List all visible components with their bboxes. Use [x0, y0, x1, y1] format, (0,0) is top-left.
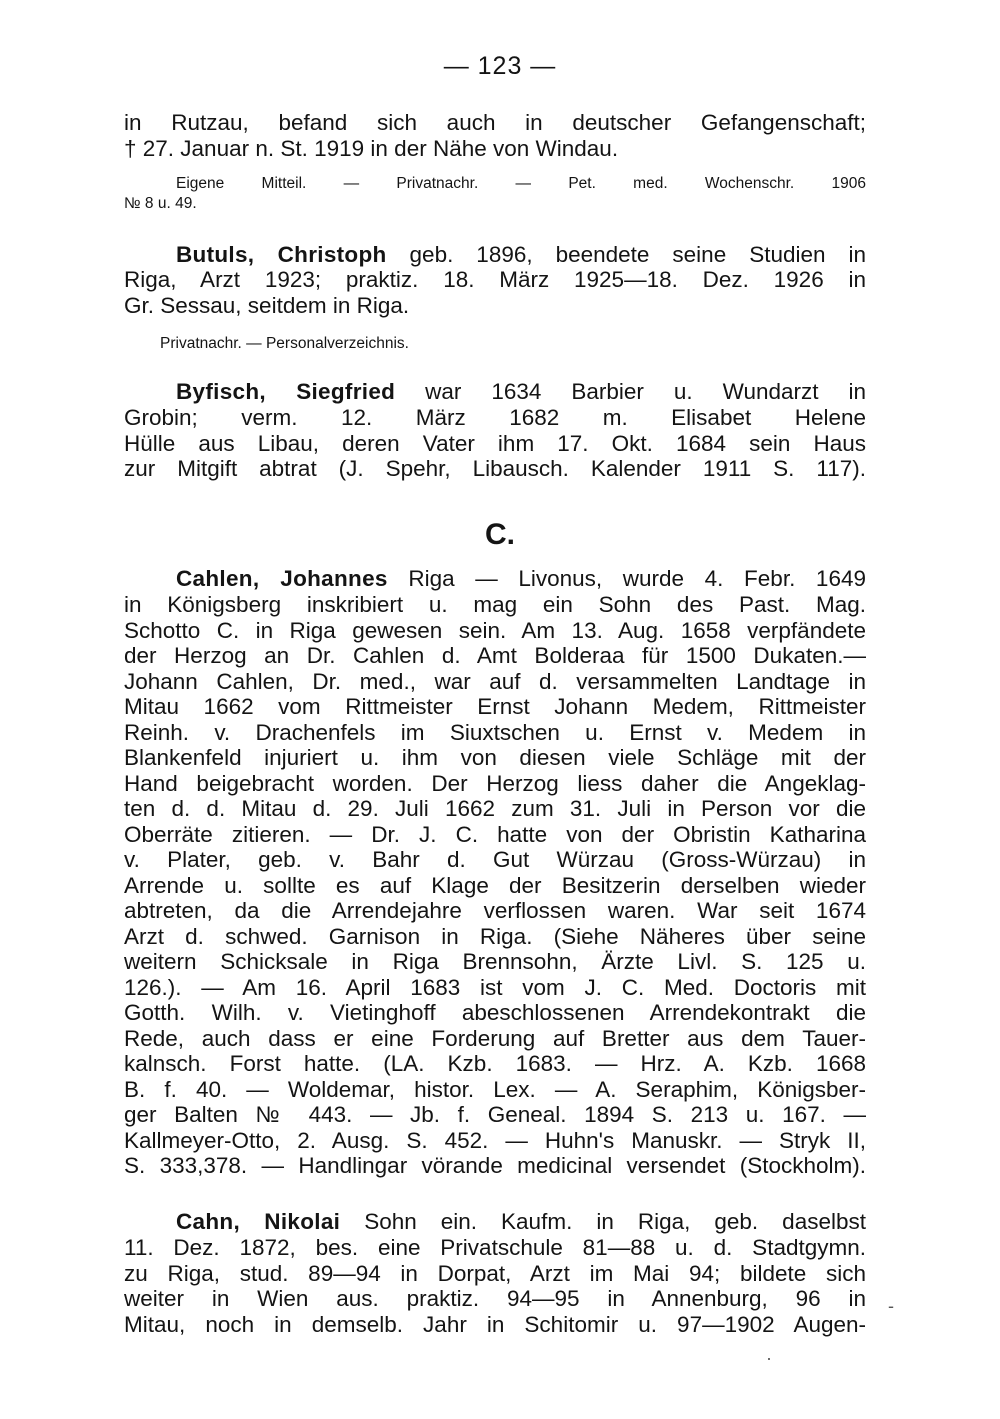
entry-byfisch: [124, 405, 866, 482]
text-line: Reinh. v. Drachenfels im Siuxtschen u. Ernst v. Medem in: [124, 719, 866, 745]
text-line: Arzt d. schwed. Garnison in Riga. (Siehe Näheres über seine: [124, 923, 866, 949]
section-heading: C.: [485, 518, 515, 551]
entry-cahn: [124, 1235, 866, 1337]
sources-continuation: [176, 174, 866, 194]
source-line: № 8 u. 49.: [124, 195, 197, 212]
text-line: Rede, auch dass er eine Forderung auf Bretter aus dem Tauer-: [124, 1025, 866, 1051]
entry-butuls-head: [176, 242, 866, 268]
text-line: Riga — Livonus, wurde 4. Febr. 1649: [387, 566, 866, 591]
text-line: Sohn ein. Kaufm. in Riga, geb. daselbst: [340, 1209, 866, 1234]
text-line: B. f. 40. — Woldemar, histor. Lex. — A. Seraphim, Königsber-: [124, 1076, 866, 1102]
text-line: weiter in Wien aus. praktiz. 94—95 in Annenburg, 96 in: [124, 1286, 866, 1311]
entry-continuation: [124, 110, 866, 161]
entry-name: Cahlen, Johannes: [176, 566, 388, 591]
text-line: Hülle aus Libau, deren Vater ihm 17. Okt. 1684 sein Haus: [124, 430, 866, 456]
text-line: Oberräte zitieren. — Dr. J. C. hatte von der Obristin Katharina: [124, 821, 866, 847]
scan-mark: ·: [766, 1348, 772, 1368]
text-line: weitern Schicksale in Riga Brennsohn, Ärzte Livl. S. 125 u.: [124, 949, 866, 974]
text-line: der Herzog an Dr. Cahlen d. Amt Bolderaa für 1500 Dukaten.—: [124, 643, 866, 668]
entry-name: Cahn, Nikolai: [176, 1209, 341, 1234]
text-line: Schotto C. in Riga gewesen sein. Am 13. Aug. 1658 verpfändete: [124, 617, 866, 643]
entry-byfisch-head: [176, 379, 866, 405]
entry-butuls: [124, 267, 866, 318]
text-line: ger Balten № 443. — Jb. f. Geneal. 1894 S. 213 u. 167. —: [124, 1102, 866, 1127]
scan-mark: -: [888, 1296, 894, 1316]
text-line: zur Mitgift abtrat (J. Spehr, Libausch. Kalender 1911 S. 117).: [124, 456, 866, 481]
entry-name: Byfisch, Siegfried: [176, 379, 396, 404]
text-line: Blankenfeld injuriert u. ihm von diesen viele Schläge mit der: [124, 745, 866, 770]
text-line: in Rutzau, befand sich auch in deutscher Gefangenschaft;: [124, 110, 866, 135]
text-line: geb. 1896, beendete seine Studien in: [386, 242, 866, 267]
text-line: Hand beigebracht worden. Der Herzog liess daher die Angeklag-: [124, 770, 866, 796]
text-line: kalnsch. Forst hatte. (LA. Kzb. 1683. — Hrz. A. Kzb. 1668: [124, 1051, 866, 1076]
text-line: zu Riga, stud. 89—94 in Dorpat, Arzt im Mai 94; bildete sich: [124, 1260, 866, 1286]
entry-cahlen-head: [176, 566, 866, 592]
entry-cahlen: [124, 592, 866, 1179]
text-line: in Königsberg inskribiert u. mag ein Sohn des Past. Mag.: [124, 592, 866, 617]
sources-butuls: [160, 334, 866, 354]
text-line: ten d. d. Mitau d. 29. Juli 1662 zum 31. Juli in Person vor die: [124, 796, 866, 821]
text-line: Riga, Arzt 1923; praktiz. 18. März 1925—18. Dez. 1926 in: [124, 267, 866, 292]
source-line: Privatnachr. — Personalverzeichnis.: [160, 335, 409, 352]
text-line: Mitau 1662 vom Rittmeister Ernst Johann Medem, Rittmeister: [124, 694, 866, 719]
text-line: Grobin; verm. 12. März 1682 m. Elisabet Helene: [124, 405, 866, 430]
text-line: Kallmeyer-Otto, 2. Ausg. S. 452. — Huhn's Manuskr. — Stryk II,: [124, 1127, 866, 1153]
text-line: Gr. Sessau, seitdem in Riga.: [124, 292, 410, 318]
text-line: 126.). — Am 16. April 1683 ist vom J. C. Med. Doctoris mit: [124, 974, 866, 1000]
text-line: 11. Dez. 1872, bes. eine Privatschule 81—88 u. d. Stadtgymn.: [124, 1235, 866, 1260]
text-line: Johann Cahlen, Dr. med., war auf d. versammelten Landtage in: [124, 668, 866, 694]
text-line: war 1634 Barbier u. Wundarzt in: [395, 379, 866, 404]
entry-cahn-head: [176, 1209, 866, 1235]
text-line: Gotth. Wilh. v. Vietinghoff abeschlossenen Arrendekontrakt die: [124, 1000, 866, 1025]
text-line: Mitau, noch in demselb. Jahr in Schitomir u. 97—1902 Augen-: [124, 1311, 866, 1337]
text-line: Arrende u. sollte es auf Klage der Besitzerin derselben wieder: [124, 872, 866, 898]
entry-name: Butuls, Christoph: [176, 242, 387, 267]
text-line: S. 333,378. — Handlingar vörande medicinal versendet (Stockholm).: [124, 1153, 866, 1178]
text-line: v. Plater, geb. v. Bahr d. Gut Würzau (Gross-Würzau) in: [124, 847, 866, 872]
sources-continuation-2: [124, 194, 866, 214]
page-number: — 123 —: [443, 52, 557, 80]
text-line: † 27. Januar n. St. 1919 in der Nähe von Windau.: [124, 135, 619, 161]
text-line: abtreten, da die Arrendejahre verflossen waren. War seit 1674: [124, 898, 866, 923]
source-line: Eigene Mitteil. — Privatnachr. — Pet. med. Wochenschr. 1906: [176, 175, 866, 192]
